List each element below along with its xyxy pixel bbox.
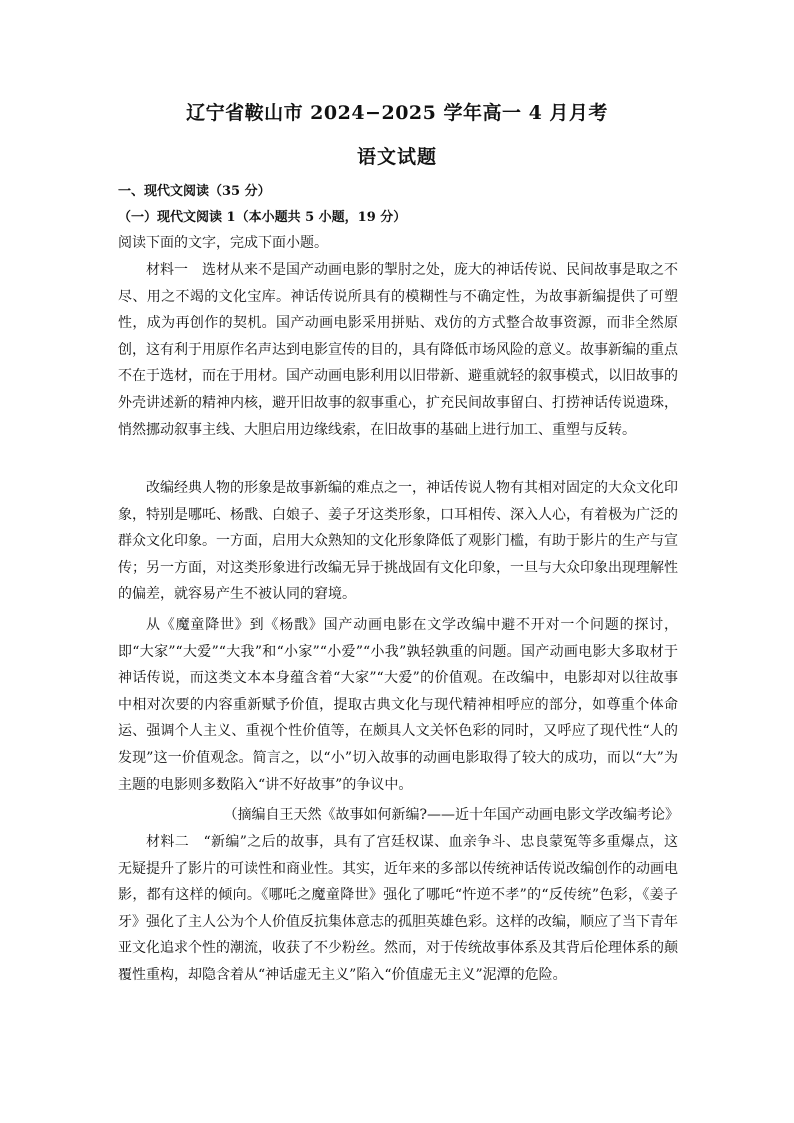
- exam-subtitle: 语文试题: [356, 146, 437, 168]
- material-one-paragraph-2: [118, 475, 678, 608]
- section-heading: 一、现代文阅读（35 分）: [118, 184, 271, 199]
- paragraph-text: 改编经典人物的形象是故事新编的难点之一，神话传说人物有其相对固定的大众文化印象，特别是哪吒、杨戬、白娘子、姜子牙这类形象，口耳相传、深入人心，有着极为广泛的群众文化印象。一方面，启用大众熟知的文化形象降低了观影门槛，有助于影片的生产与宣传；另一方面，对这类形象进行改编无异于挑战固有文化印象，一旦与大众印象出现理解性的偏差，就容易产生不被认同的窘境。: [118, 480, 678, 603]
- material-one-paragraph-3: [118, 612, 678, 798]
- material-one-paragraph-1: [118, 257, 678, 443]
- paragraph-text: 从《魔童降世》到《杨戬》国产动画电影在文学改编中避不开对一个问题的探讨，即“大家”“大爱”“大我”和“小家”“小爱”“小我”孰轻孰重的问题。国产动画电影大多取材于神话传说，而这类文本本身蕴含着“大家”“大爱”的价值观。在改编中，电影却对以往故事中相对次要的内容重新赋予价值，提取古典文化与现代精神相呼应的部分，如尊重个体命运、强调个人主义、重视个性价值等，在颇具人文关怀色彩的同时，又呼应了现代性“人的发现”这一价值观念。简言之，以“小”切入故事的动画电影取得了较大的成功，而以“大”为主题的电影则多数陷入“讲不好故事”的争议中。: [118, 617, 678, 793]
- paragraph-text: 材料一 选材从来不是国产动画电影的掣肘之处，庞大的神话传说、民间故事是取之不尽、用之不竭的文化宝库。神话传说所具有的模糊性与不确定性，为故事新编提供了可塑性，成为再创作的契机。国产动画电影采用拼贴、戏仿的方式整合故事资源，而非全然原创，这有利于用原作名声达到电影宣传的目的，具有降低市场风险的意义。故事新编的重点不在于选材，而在于用材。国产动画电影利用以旧带新、避重就轻的叙事模式，以旧故事的外壳讲述新的精神内核，避开旧故事的叙事重心，扩充民间故事留白、打捞神话传说遗珠，悄然挪动叙事主线、大胆启用边缘线索，在旧故事的基础上进行加工、重塑与反转。: [118, 262, 678, 438]
- source-citation: （摘编自王天然《故事如何新编?——近十年国产动画电影文学改编考论》: [223, 807, 679, 823]
- subsection-heading: （一）现代文阅读 1（本小题共 5 小题，19 分）: [118, 210, 407, 225]
- exam-title: 辽宁省鞍山市 2024−2025 学年高一 4 月月考: [186, 102, 608, 124]
- material-two-paragraph: [118, 829, 678, 989]
- reading-instruction: 阅读下面的文字，完成下面小题。: [118, 235, 328, 251]
- paragraph-text: 材料二 “新编”之后的故事，具有了宫廷权谋、血亲争斗、忠良蒙冤等多重爆点，这无疑提升了影片的可读性和商业性。其实，近年来的多部以传统神话传说改编创作的动画电影，都有这样的倾向。《哪吒之魔童降世》强化了哪吒“忤逆不孝”的“反传统”色彩，《姜子牙》强化了主人公为个人价值反抗集体意志的孤胆英雄色彩。这样的改编，顺应了当下青年亚文化追求个性的潮流，收获了不少粉丝。然而，对于传统故事体系及其背后伦理体系的颠覆性重构，却隐含着从“神话虚无主义”陷入“价值虚无主义”泥潭的危险。: [118, 834, 678, 983]
